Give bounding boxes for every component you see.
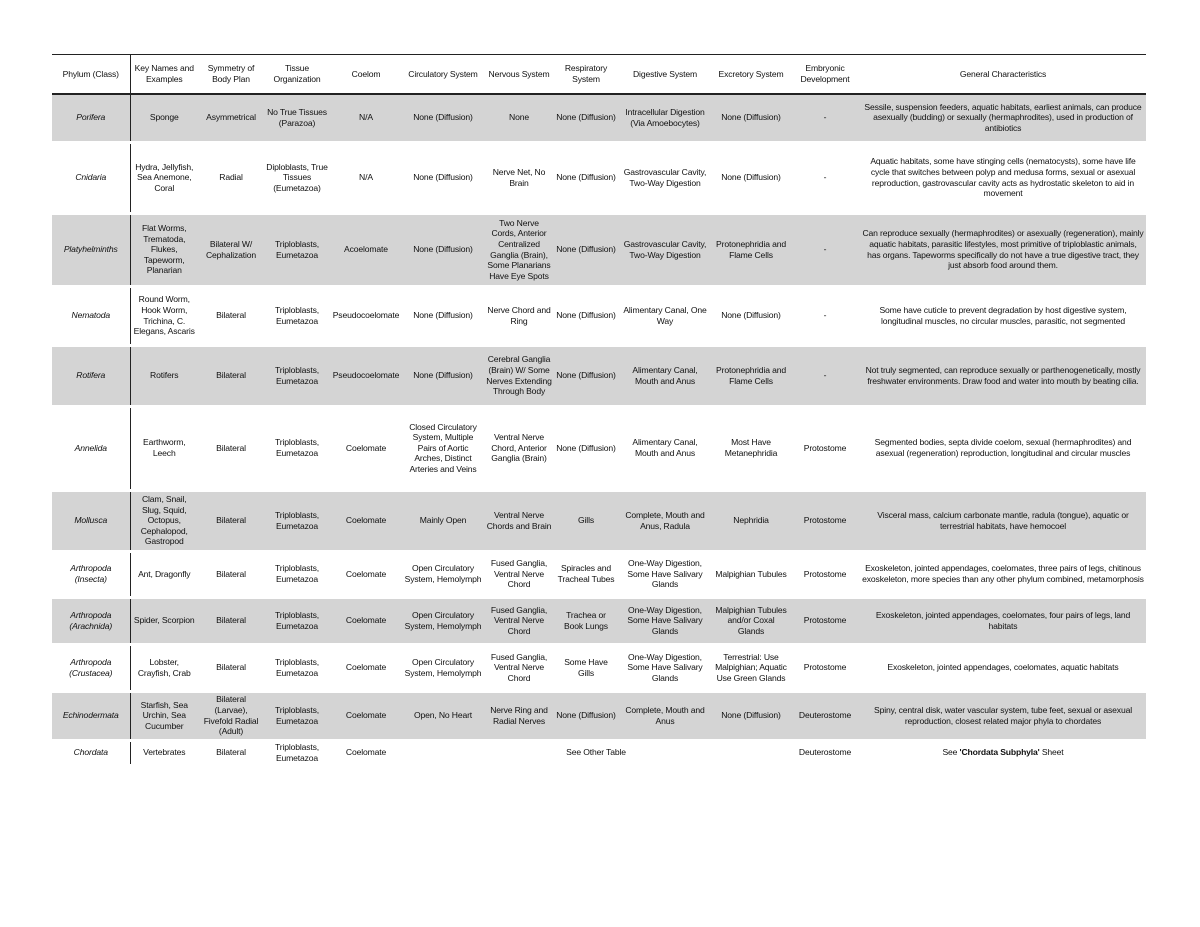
cell-circulatory: None (Diffusion) xyxy=(402,94,484,142)
cell-symmetry: Radial xyxy=(198,142,264,213)
cell-respiratory: None (Diffusion) xyxy=(554,691,618,740)
cell-tissue: Triploblasts, Eumetazoa xyxy=(264,691,330,740)
cell-digestive: Complete, Mouth and Anus, Radula xyxy=(618,490,712,551)
cell-coelom: Coelomate xyxy=(330,551,402,597)
cell-tissue: Triploblasts, Eumetazoa xyxy=(264,213,330,286)
column-header-circulatory: Circulatory System xyxy=(402,55,484,95)
cell-symmetry: Bilateral xyxy=(198,286,264,345)
cell-coelom: N/A xyxy=(330,142,402,213)
cell-excretory: None (Diffusion) xyxy=(712,94,790,142)
cell-excretory: None (Diffusion) xyxy=(712,286,790,345)
cell-symmetry: Bilateral xyxy=(198,644,264,691)
cell-respiratory: None (Diffusion) xyxy=(554,213,618,286)
cell-respiratory: Gills xyxy=(554,490,618,551)
cell-digestive: Alimentary Canal, Mouth and Anus xyxy=(618,406,712,490)
cell-nervous: None xyxy=(484,94,554,142)
cell-coelom: Coelomate xyxy=(330,644,402,691)
cell-examples: Sponge xyxy=(130,94,198,142)
cell-excretory: Protonephridia and Flame Cells xyxy=(712,345,790,406)
cell-phylum: Platyhelminths xyxy=(52,213,130,286)
cell-phylum: Annelida xyxy=(52,406,130,490)
cell-symmetry: Bilateral xyxy=(198,406,264,490)
cell-general: Can reproduce sexually (hermaphrodites) or asexually (regeneration), mainly aquatic habitats, parasitic lifestyles, most primitive of triploblastic animals, has organs. Tapeworms specifically do not have a true digestive tract, they just absorb food around them. xyxy=(860,213,1146,286)
cell-circulatory: None (Diffusion) xyxy=(402,142,484,213)
cell-systems-merged: See Other Table xyxy=(402,740,790,764)
cell-phylum: Arthropoda (Insecta) xyxy=(52,551,130,597)
cell-circulatory: Open Circulatory System, Hemolymph xyxy=(402,551,484,597)
cell-embryonic: Protostome xyxy=(790,406,860,490)
cell-symmetry: Asymmetrical xyxy=(198,94,264,142)
cell-examples: Starfish, Sea Urchin, Sea Cucumber xyxy=(130,691,198,740)
table-row xyxy=(52,213,1146,286)
cell-embryonic: Protostome xyxy=(790,490,860,551)
cell-phylum: Mollusca xyxy=(52,490,130,551)
cell-circulatory: None (Diffusion) xyxy=(402,345,484,406)
cell-respiratory: None (Diffusion) xyxy=(554,345,618,406)
cell-coelom: Coelomate xyxy=(330,597,402,644)
cell-tissue: Triploblasts, Eumetazoa xyxy=(264,740,330,764)
cell-respiratory: None (Diffusion) xyxy=(554,142,618,213)
cell-circulatory: Mainly Open xyxy=(402,490,484,551)
cell-general: Visceral mass, calcium carbonate mantle, radula (tongue), aquatic or terrestrial habitats, have hemocoel xyxy=(860,490,1146,551)
cell-excretory: None (Diffusion) xyxy=(712,691,790,740)
cell-nervous: Nerve Net, No Brain xyxy=(484,142,554,213)
cell-digestive: Intracellular Digestion (Via Amoebocytes) xyxy=(618,94,712,142)
table-row xyxy=(52,406,1146,490)
cell-phylum: Chordata xyxy=(52,740,130,764)
column-header-excretory: Excretory System xyxy=(712,55,790,95)
cell-embryonic: - xyxy=(790,213,860,286)
table-row xyxy=(52,644,1146,691)
cell-digestive: Gastrovascular Cavity, Two-Way Digestion xyxy=(618,213,712,286)
cell-excretory: None (Diffusion) xyxy=(712,142,790,213)
cell-general: Not truly segmented, can reproduce sexually or parthenogenetically, mostly freshwater environments. Draw food and water into mouth by beating cilia. xyxy=(860,345,1146,406)
column-header-phylum: Phylum (Class) xyxy=(52,55,130,95)
cell-symmetry: Bilateral xyxy=(198,597,264,644)
cell-embryonic: Protostome xyxy=(790,551,860,597)
cell-excretory: Malpighian Tubules xyxy=(712,551,790,597)
cell-circulatory: Open Circulatory System, Hemolymph xyxy=(402,597,484,644)
cell-circulatory: None (Diffusion) xyxy=(402,286,484,345)
cell-digestive: Gastrovascular Cavity, Two-Way Digestion xyxy=(618,142,712,213)
cell-coelom: Coelomate xyxy=(330,740,402,764)
cell-phylum: Arthropoda (Crustacea) xyxy=(52,644,130,691)
cell-nervous: Nerve Chord and Ring xyxy=(484,286,554,345)
cell-examples: Lobster, Crayfish, Crab xyxy=(130,644,198,691)
cell-general: Exoskeleton, jointed appendages, coelomates, aquatic habitats xyxy=(860,644,1146,691)
cell-examples: Clam, Snail, Slug, Squid, Octopus, Cephalopod, Gastropod xyxy=(130,490,198,551)
cell-examples: Ant, Dragonfly xyxy=(130,551,198,597)
cell-examples: Round Worm, Hook Worm, Trichina, C. Elegans, Ascaris xyxy=(130,286,198,345)
cell-excretory: Nephridia xyxy=(712,490,790,551)
cell-nervous: Ventral Nerve Chords and Brain xyxy=(484,490,554,551)
cell-examples: Hydra, Jellyfish, Sea Anemone, Coral xyxy=(130,142,198,213)
cell-embryonic: - xyxy=(790,94,860,142)
cell-symmetry: Bilateral xyxy=(198,345,264,406)
column-header-nervous: Nervous System xyxy=(484,55,554,95)
cell-examples: Spider, Scorpion xyxy=(130,597,198,644)
cell-general: Spiny, central disk, water vascular system, tube feet, sexual or asexual reproduction, closest related major phyla to chordates xyxy=(860,691,1146,740)
table-row xyxy=(52,345,1146,406)
cell-general: Exoskeleton, jointed appendages, coelomates, three pairs of legs, chitinous exoskeleton, more species than any other phylum combined, metamorphosis xyxy=(860,551,1146,597)
cell-examples: Earthworm, Leech xyxy=(130,406,198,490)
cell-excretory: Malpighian Tubules and/or Coxal Glands xyxy=(712,597,790,644)
cell-respiratory: Trachea or Book Lungs xyxy=(554,597,618,644)
cell-embryonic: - xyxy=(790,142,860,213)
cell-digestive: One-Way Digestion, Some Have Salivary Glands xyxy=(618,644,712,691)
cell-general: Some have cuticle to prevent degradation by host digestive system, longitudinal muscles, no circular muscles, parasitic, not segmented xyxy=(860,286,1146,345)
cell-symmetry: Bilateral xyxy=(198,551,264,597)
table-body xyxy=(52,94,1146,764)
cell-coelom: Pseudocoelomate xyxy=(330,286,402,345)
cell-nervous: Fused Ganglia, Ventral Nerve Chord xyxy=(484,551,554,597)
cell-symmetry: Bilateral xyxy=(198,740,264,764)
cell-general xyxy=(860,740,1146,764)
cell-embryonic: - xyxy=(790,345,860,406)
column-header-symmetry: Symmetry of Body Plan xyxy=(198,55,264,95)
cell-phylum: Echinodermata xyxy=(52,691,130,740)
cell-coelom: Pseudocoelomate xyxy=(330,345,402,406)
cell-phylum: Arthropoda (Arachnida) xyxy=(52,597,130,644)
table-row xyxy=(52,597,1146,644)
table-row xyxy=(52,551,1146,597)
cell-general: Segmented bodies, septa divide coelom, sexual (hermaphrodites) and asexual (regeneration) reproduction, longitudinal and circular muscles xyxy=(860,406,1146,490)
cell-embryonic: Protostome xyxy=(790,644,860,691)
cell-respiratory: None (Diffusion) xyxy=(554,94,618,142)
cell-tissue: Triploblasts, Eumetazoa xyxy=(264,406,330,490)
cell-phylum: Nematoda xyxy=(52,286,130,345)
cell-phylum: Rotifera xyxy=(52,345,130,406)
column-header-embryonic: Embryonic Development xyxy=(790,55,860,95)
cell-tissue: Triploblasts, Eumetazoa xyxy=(264,345,330,406)
cell-respiratory: Spiracles and Tracheal Tubes xyxy=(554,551,618,597)
table-row xyxy=(52,94,1146,142)
general-suffix: Sheet xyxy=(1039,747,1064,758)
cell-examples: Rotifers xyxy=(130,345,198,406)
cell-tissue: Diploblasts, True Tissues (Eumetazoa) xyxy=(264,142,330,213)
column-header-general: General Characteristics xyxy=(860,55,1146,95)
cell-embryonic: Protostome xyxy=(790,597,860,644)
cell-phylum: Porifera xyxy=(52,94,130,142)
cell-coelom: N/A xyxy=(330,94,402,142)
cell-coelom: Acoelomate xyxy=(330,213,402,286)
cell-nervous: Cerebral Ganglia (Brain) W/ Some Nerves Extending Through Body xyxy=(484,345,554,406)
header-row xyxy=(52,55,1146,95)
column-header-coelom: Coelom xyxy=(330,55,402,95)
cell-examples: Flat Worms, Trematoda, Flukes, Tapeworm, Planarian xyxy=(130,213,198,286)
cell-general: Exoskeleton, jointed appendages, coelomates, four pairs of legs, land habitats xyxy=(860,597,1146,644)
cell-coelom: Coelomate xyxy=(330,406,402,490)
cell-nervous: Fused Ganglia, Ventral Nerve Chord xyxy=(484,644,554,691)
cell-nervous: Ventral Nerve Chord, Anterior Ganglia (Brain) xyxy=(484,406,554,490)
cell-tissue: Triploblasts, Eumetazoa xyxy=(264,286,330,345)
cell-digestive: Alimentary Canal, One Way xyxy=(618,286,712,345)
cell-tissue: Triploblasts, Eumetazoa xyxy=(264,597,330,644)
cell-circulatory: None (Diffusion) xyxy=(402,213,484,286)
cell-symmetry: Bilateral (Larvae), Fivefold Radial (Adult) xyxy=(198,691,264,740)
cell-excretory: Most Have Metanephridia xyxy=(712,406,790,490)
cell-digestive: Alimentary Canal, Mouth and Anus xyxy=(618,345,712,406)
cell-digestive: One-Way Digestion, Some Have Salivary Glands xyxy=(618,597,712,644)
cell-embryonic: Deuterostome xyxy=(790,691,860,740)
cell-symmetry: Bilateral xyxy=(198,490,264,551)
column-header-respiratory: Respiratory System xyxy=(554,55,618,95)
cell-circulatory: Open, No Heart xyxy=(402,691,484,740)
cell-digestive: Complete, Mouth and Anus xyxy=(618,691,712,740)
cell-excretory: Protonephridia and Flame Cells xyxy=(712,213,790,286)
column-header-digestive: Digestive System xyxy=(618,55,712,95)
table-row xyxy=(52,691,1146,740)
cell-coelom: Coelomate xyxy=(330,691,402,740)
cell-symmetry: Bilateral W/ Cephalization xyxy=(198,213,264,286)
cell-tissue: No True Tissues (Parazoa) xyxy=(264,94,330,142)
cell-examples: Vertebrates xyxy=(130,740,198,764)
cell-tissue: Triploblasts, Eumetazoa xyxy=(264,551,330,597)
general-prefix: See xyxy=(942,747,960,758)
cell-nervous: Fused Ganglia, Ventral Nerve Chord xyxy=(484,597,554,644)
general-sheet-ref: 'Chordata Subphyla' xyxy=(959,747,1040,758)
table-row xyxy=(52,286,1146,345)
cell-coelom: Coelomate xyxy=(330,490,402,551)
cell-circulatory: Closed Circulatory System, Multiple Pairs of Aortic Arches, Distinct Arteries and Veins xyxy=(402,406,484,490)
cell-respiratory: None (Diffusion) xyxy=(554,406,618,490)
cell-nervous: Nerve Ring and Radial Nerves xyxy=(484,691,554,740)
cell-excretory: Terrestrial: Use Malpighian; Aquatic Use Green Glands xyxy=(712,644,790,691)
cell-nervous: Two Nerve Cords, Anterior Centralized Ganglia (Brain), Some Planarians Have Eye Spots xyxy=(484,213,554,286)
cell-embryonic: - xyxy=(790,286,860,345)
cell-general: Aquatic habitats, some have stinging cells (nematocysts), some have life cycle that switches between polyp and medusa forms, sexual or asexual reproduction, gastrovascular cavity acts as hydrostatic skeleton to aid in movement xyxy=(860,142,1146,213)
cell-circulatory: Open Circulatory System, Hemolymph xyxy=(402,644,484,691)
cell-digestive: One-Way Digestion, Some Have Salivary Glands xyxy=(618,551,712,597)
cell-general: Sessile, suspension feeders, aquatic habitats, earliest animals, can produce asexually (budding) or sexually (hermaphrodites), used in production of antibiotics xyxy=(860,94,1146,142)
table-row-chordata xyxy=(52,740,1146,764)
cell-phylum: Cnidaria xyxy=(52,142,130,213)
column-header-examples: Key Names and Examples xyxy=(130,55,198,95)
cell-respiratory: None (Diffusion) xyxy=(554,286,618,345)
cell-embryonic: Deuterostome xyxy=(790,740,860,764)
table-row xyxy=(52,142,1146,213)
column-header-tissue: Tissue Organization xyxy=(264,55,330,95)
cell-respiratory: Some Have Gills xyxy=(554,644,618,691)
cell-tissue: Triploblasts, Eumetazoa xyxy=(264,644,330,691)
table-row xyxy=(52,490,1146,551)
phyla-comparison-sheet xyxy=(52,54,1146,764)
phyla-table xyxy=(52,54,1146,764)
cell-tissue: Triploblasts, Eumetazoa xyxy=(264,490,330,551)
